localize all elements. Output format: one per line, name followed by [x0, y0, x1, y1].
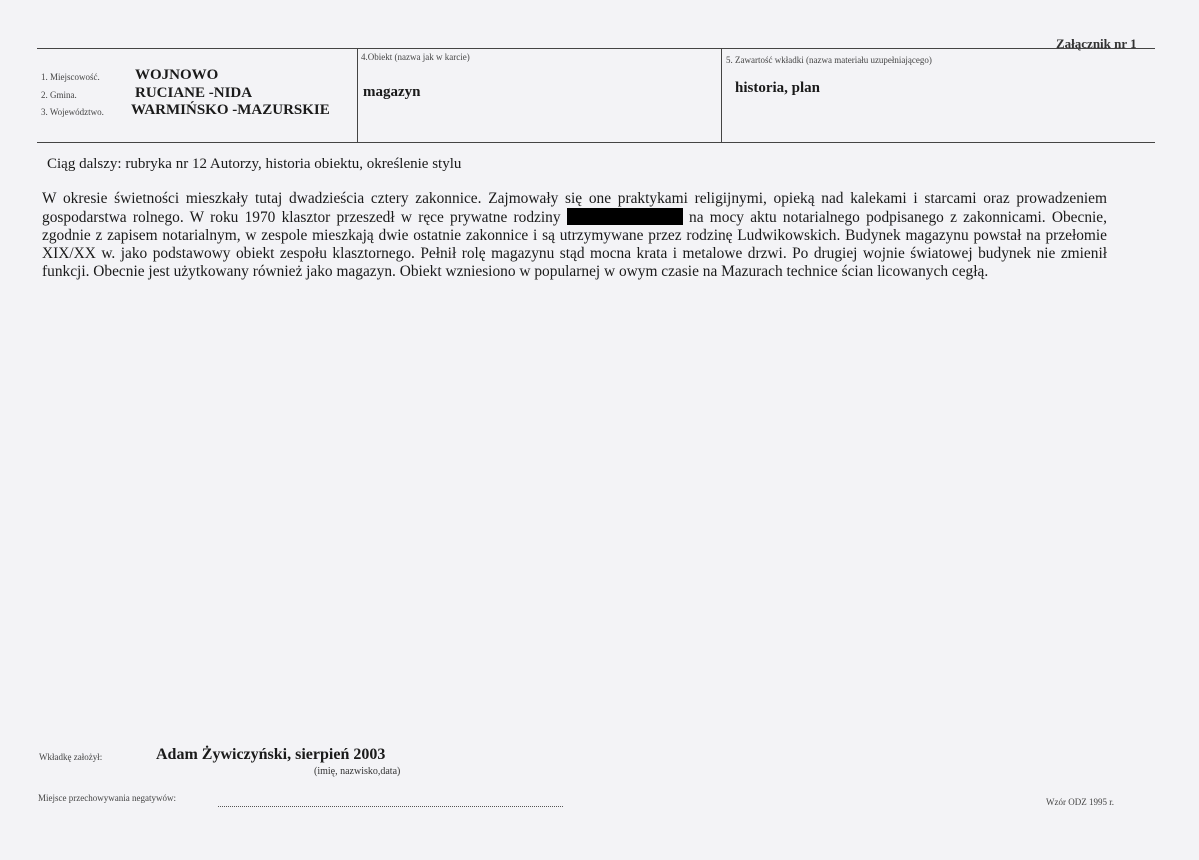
- negatives-label: Miejsce przechowywania negatywów:: [38, 793, 176, 803]
- location-label: 2. Gmina.: [41, 90, 77, 100]
- location-value: RUCIANE -NIDA: [135, 85, 253, 101]
- location-value: WARMIŃSKO -MAZURSKIE: [131, 102, 330, 118]
- founder-label: Wkładkę założył:: [39, 752, 103, 762]
- object-value: magazyn: [363, 84, 421, 100]
- location-value: WOJNOWO: [135, 67, 219, 83]
- object-label: 4.Obiekt (nazwa jak w karcie): [361, 52, 470, 62]
- pattern-label: Wzór ODZ 1995 r.: [1046, 797, 1114, 807]
- history-text-part2: na mocy aktu notarialnego podpisanego z zakonnicami. Obecnie, zgodnie z zapisem notarialnym, w zespole mieszkają dwie ostatnie zakonnice i są utrzymywane przez rodzinę Ludwikowskich. Budynek magazynu powstał na przełomie XIX/XX w. jako podstawowy obiekt zespołu klasztornego. Pełnił rolę magazynu stąd mocna krata i metalowe drzwi. Po drugiej wojnie światowej budynek nie zmienił funkcji. Obecnie jest użytkowany również jako magazyn. Obiekt wzniesiono w popularnej w owym czasie na Mazurach technice ścian licowanych cegłą.: [42, 209, 1107, 280]
- redaction-bar: [567, 208, 683, 225]
- founder-value: Adam Żywiczyński, sierpień 2003: [156, 746, 386, 763]
- content-label: 5. Zawartość wkładki (nazwa materiału uzupełniającego): [726, 55, 932, 65]
- annex-label: Załącznik nr 1: [1056, 36, 1137, 51]
- founder-note: (imię, nazwisko,data): [314, 766, 401, 777]
- negatives-dotted-line: [218, 806, 563, 807]
- location-label: 3. Województwo.: [41, 107, 104, 117]
- history-text: [42, 190, 1107, 281]
- content-value: historia, plan: [735, 80, 821, 96]
- section-heading: Ciąg dalszy: rubryka nr 12 Autorzy, historia obiektu, określenie stylu: [47, 156, 462, 172]
- history-text-part1: W okresie świetności mieszkały tutaj dwadzieścia cztery zakonnice. Zajmowały się one praktykami religijnymi, opieką nad kalekami i starcami oraz prowadzeniem gospodarstwa rolnego. W roku 1970 klasztor przeszedł w ręce prywatne rodziny: [42, 190, 1107, 226]
- column-divider: [357, 49, 358, 142]
- location-label: 1. Miejscowość.: [41, 72, 100, 82]
- column-divider: [721, 49, 722, 142]
- header-table: [37, 48, 1155, 143]
